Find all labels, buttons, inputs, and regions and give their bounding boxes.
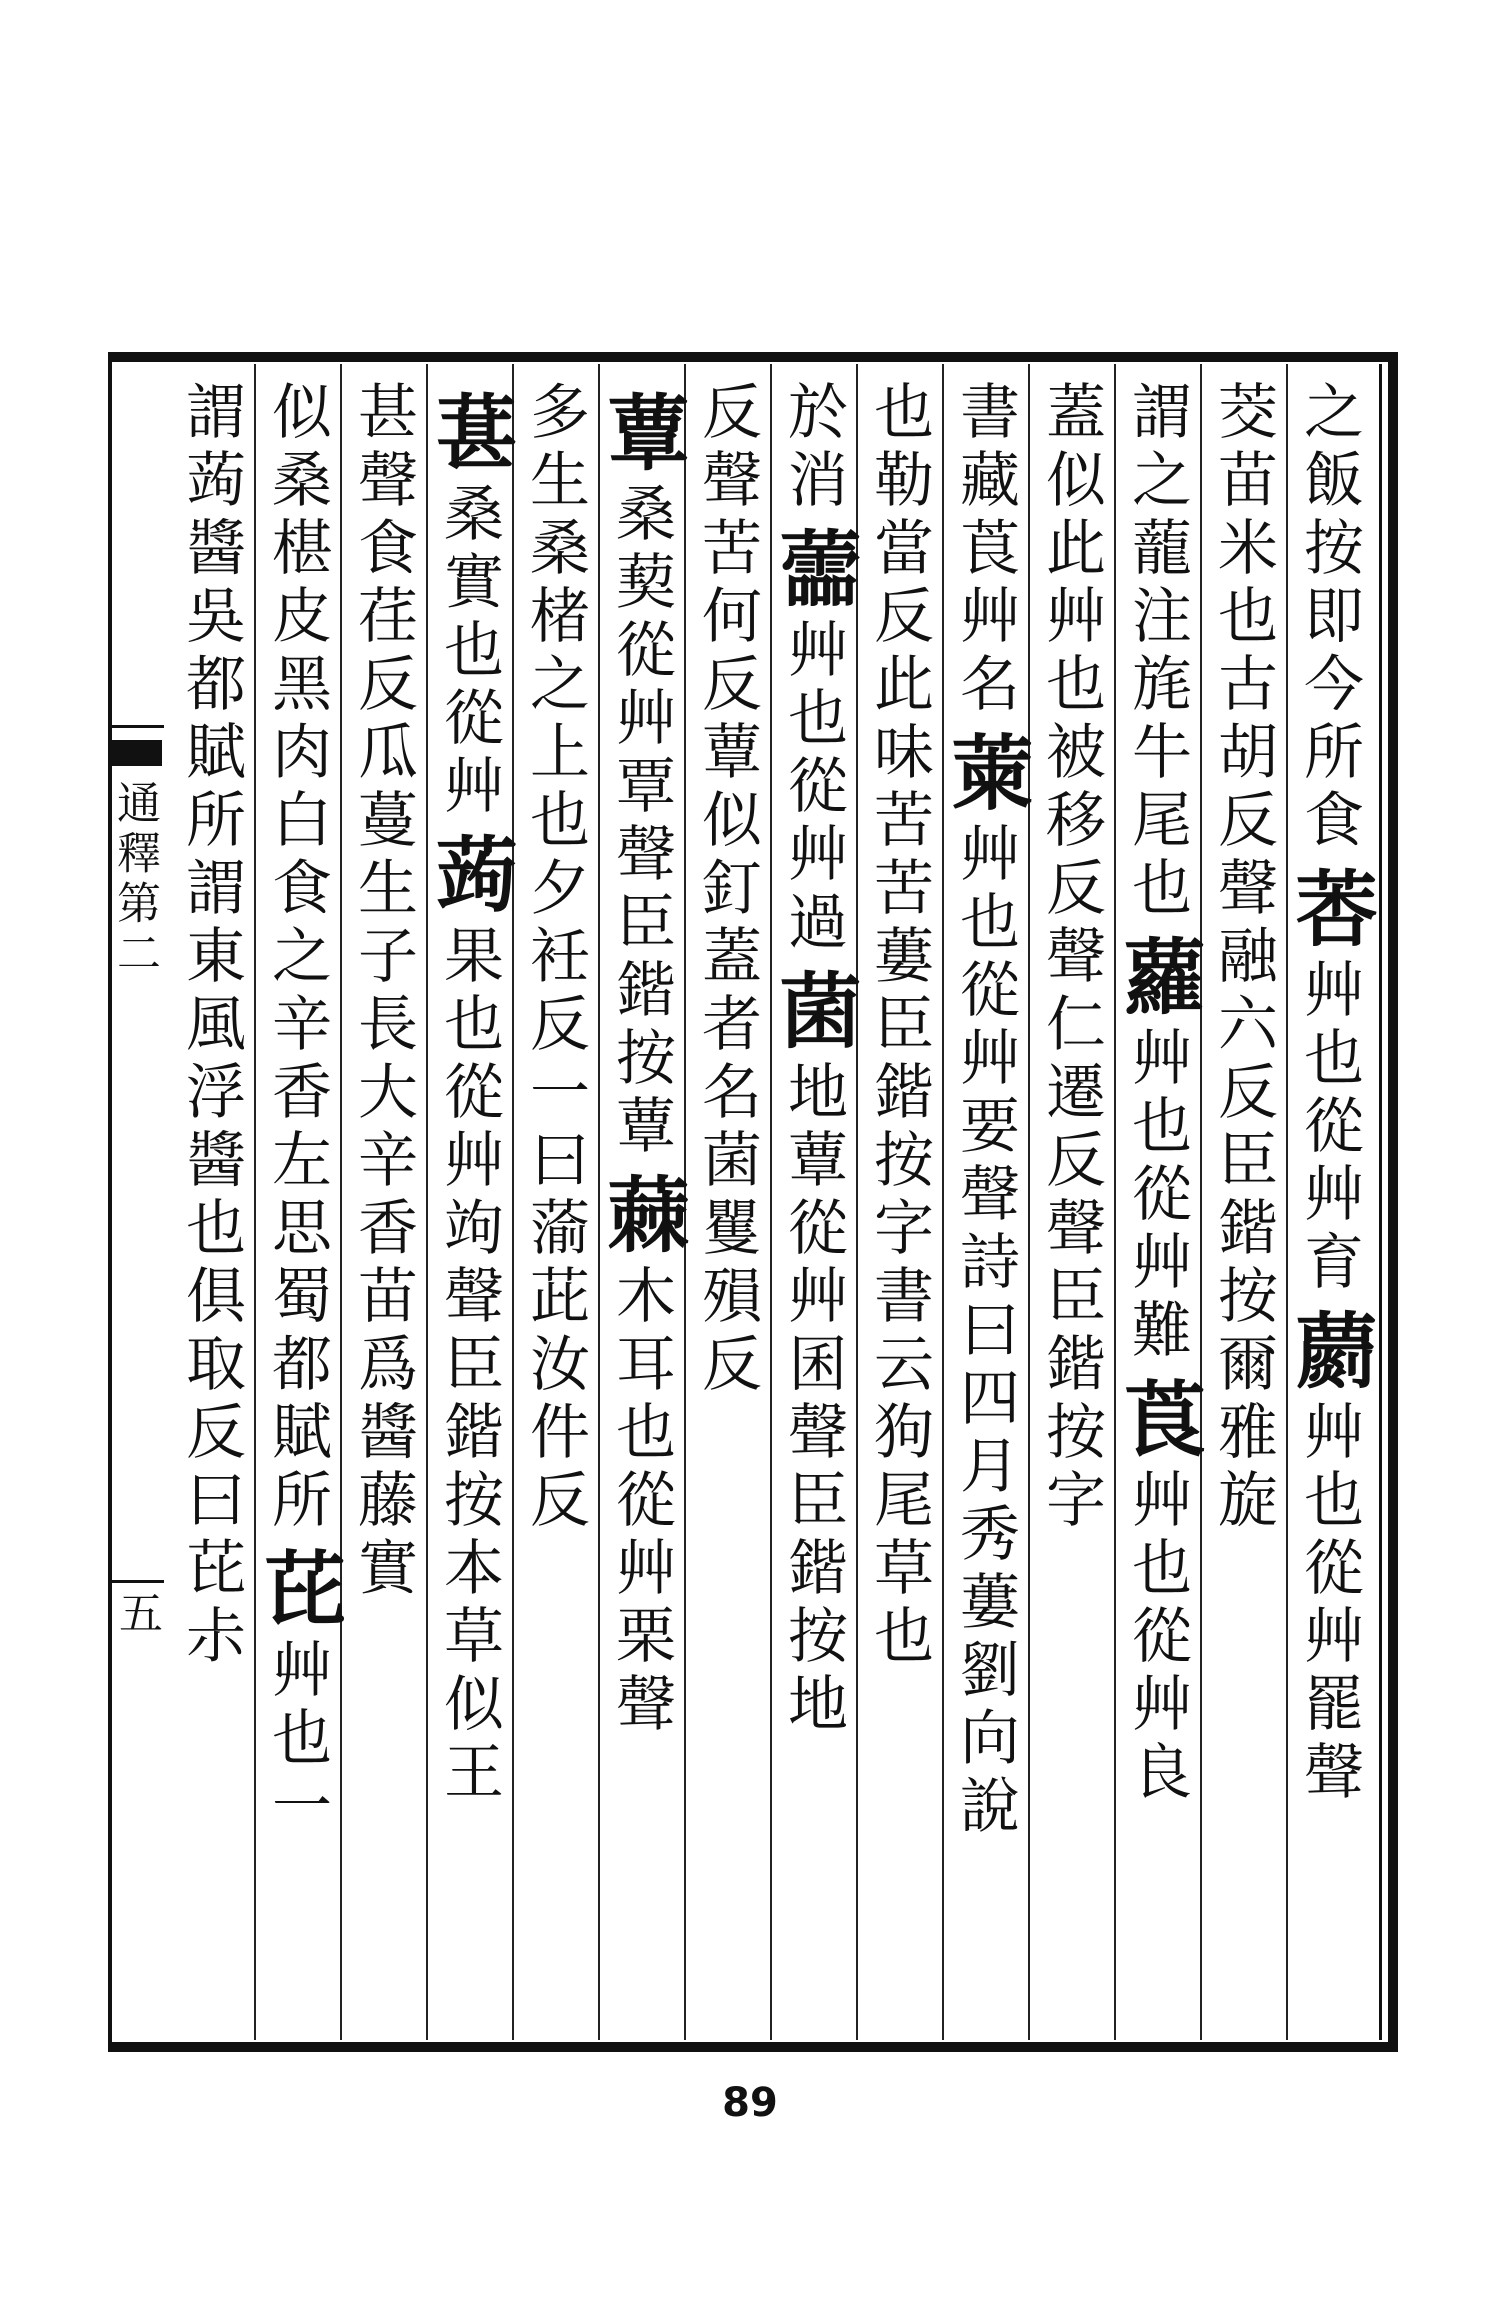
seal-character: 蘦 bbox=[766, 526, 861, 608]
margin-leaf-number: 五 bbox=[111, 1590, 162, 1634]
margin-rule-bottom bbox=[112, 1580, 164, 1583]
column-text: 瓜蔓生子長大辛香苗爲醬藤實 bbox=[348, 720, 418, 1604]
margin-strip bbox=[108, 364, 168, 2040]
page-number: 89 bbox=[722, 2080, 778, 2126]
text-column-8 bbox=[687, 380, 767, 2030]
text-column-12 bbox=[343, 380, 423, 2030]
column-divider bbox=[512, 364, 514, 2040]
column-divider bbox=[340, 364, 342, 2040]
seal-character: 葚 bbox=[422, 390, 517, 472]
column-text: 茭苗米也古胡反 bbox=[1208, 380, 1278, 856]
column-text: 果也從艸竘聲臣鍇按本草似王 bbox=[434, 924, 504, 1808]
column-text: 蓋似此艸也被移反 bbox=[1036, 380, 1106, 924]
column-text: 曰芘尗 bbox=[176, 1468, 246, 1672]
column-divider bbox=[254, 364, 256, 2040]
column-text: 於消 bbox=[778, 380, 848, 516]
text-column-4 bbox=[1031, 380, 1111, 2030]
column-text: 此味苦苦蔞臣鍇按字書云狗尾草也 bbox=[864, 652, 934, 1672]
column-divider bbox=[1286, 364, 1288, 2040]
seal-character: 芘 bbox=[250, 1546, 345, 1628]
column-text: 書藏莨艸名 bbox=[950, 380, 1020, 720]
text-column-2 bbox=[1203, 380, 1283, 2030]
seal-character: 莕 bbox=[1282, 866, 1377, 948]
column-text: 謂蒟醬吳都賦所謂東風浮醬也俱取反 bbox=[176, 380, 246, 1468]
column-text: 蕈似釘蓋者名菌矍殞反 bbox=[692, 720, 762, 1400]
column-text: 聲臣鍇按字 bbox=[1036, 1196, 1106, 1536]
seal-character: 莨 bbox=[1110, 1376, 1205, 1458]
text-column-13 bbox=[250, 380, 345, 2030]
column-text: 多生桑楮之上也夕衽反 bbox=[520, 380, 590, 1060]
seal-character: 蘮 bbox=[1282, 1308, 1377, 1390]
column-text: 似桑椹皮黑肉白食之辛香左思蜀都賦所 bbox=[262, 380, 332, 1536]
column-divider bbox=[1114, 364, 1116, 2040]
text-column-7 bbox=[766, 380, 861, 2030]
column-text: 之飯按即今所食 bbox=[1294, 380, 1364, 856]
column-divider bbox=[942, 364, 944, 2040]
column-text: 謂之蘢注旄牛尾也 bbox=[1122, 380, 1192, 924]
column-divider bbox=[770, 364, 772, 2040]
column-divider bbox=[426, 364, 428, 2040]
column-text: 艸也一 bbox=[262, 1638, 332, 1842]
margin-book-title: 通釋第二 bbox=[109, 780, 160, 980]
column-text: 艸也從艸難 bbox=[1122, 1026, 1192, 1366]
column-text: 反 bbox=[692, 380, 762, 448]
column-text: 聲仁遷反 bbox=[1036, 924, 1106, 1196]
text-column-14 bbox=[171, 380, 251, 2030]
column-text: 艸也從艸罷聲 bbox=[1294, 1400, 1364, 1808]
column-text: 艸也從艸過 bbox=[778, 618, 848, 958]
seal-character: 蘿 bbox=[1110, 934, 1205, 1016]
column-text: 桑葜從艸覃聲臣鍇按蕈 bbox=[606, 482, 676, 1162]
text-column-9 bbox=[594, 380, 689, 2030]
text-column-6 bbox=[859, 380, 939, 2030]
fishtail-mark bbox=[112, 740, 162, 766]
seal-character: 萰 bbox=[938, 730, 1033, 812]
text-column-1 bbox=[1282, 380, 1377, 2030]
column-text: 甚聲食荏反 bbox=[348, 380, 418, 720]
seal-character: 蕀 bbox=[594, 1172, 689, 1254]
seal-character: 蕈 bbox=[594, 390, 689, 472]
column-text: 艸也從艸育 bbox=[1294, 958, 1364, 1298]
column-text: 艸也從艸要聲詩曰四月秀蔞劉向說 bbox=[950, 822, 1020, 1842]
column-text: 也勒當反 bbox=[864, 380, 934, 652]
column-text: 木耳也從艸栗聲 bbox=[606, 1264, 676, 1740]
text-column-3 bbox=[1110, 380, 1205, 2030]
text-column-10 bbox=[515, 380, 595, 2030]
column-divider bbox=[1200, 364, 1202, 2040]
column-divider bbox=[598, 364, 600, 2040]
column-text: 艸也從艸良 bbox=[1122, 1468, 1192, 1808]
column-text: 一曰蕍茈汝件反 bbox=[520, 1060, 590, 1536]
seal-character: 蒟 bbox=[422, 832, 517, 914]
column-text: 桑實也從艸 bbox=[434, 482, 504, 822]
text-column-5 bbox=[938, 380, 1033, 2030]
column-text: 地蕈從艸囷聲臣鍇按地 bbox=[778, 1060, 848, 1740]
margin-rule-top bbox=[112, 725, 164, 728]
text-column-11 bbox=[422, 380, 517, 2030]
column-text: 聲融六反 bbox=[1208, 856, 1278, 1128]
column-divider bbox=[1028, 364, 1030, 2040]
column-text: 聲苦何反 bbox=[692, 448, 762, 720]
seal-character: 菌 bbox=[766, 968, 861, 1050]
column-divider bbox=[856, 364, 858, 2040]
column-text: 臣鍇按爾雅旋 bbox=[1208, 1128, 1278, 1536]
